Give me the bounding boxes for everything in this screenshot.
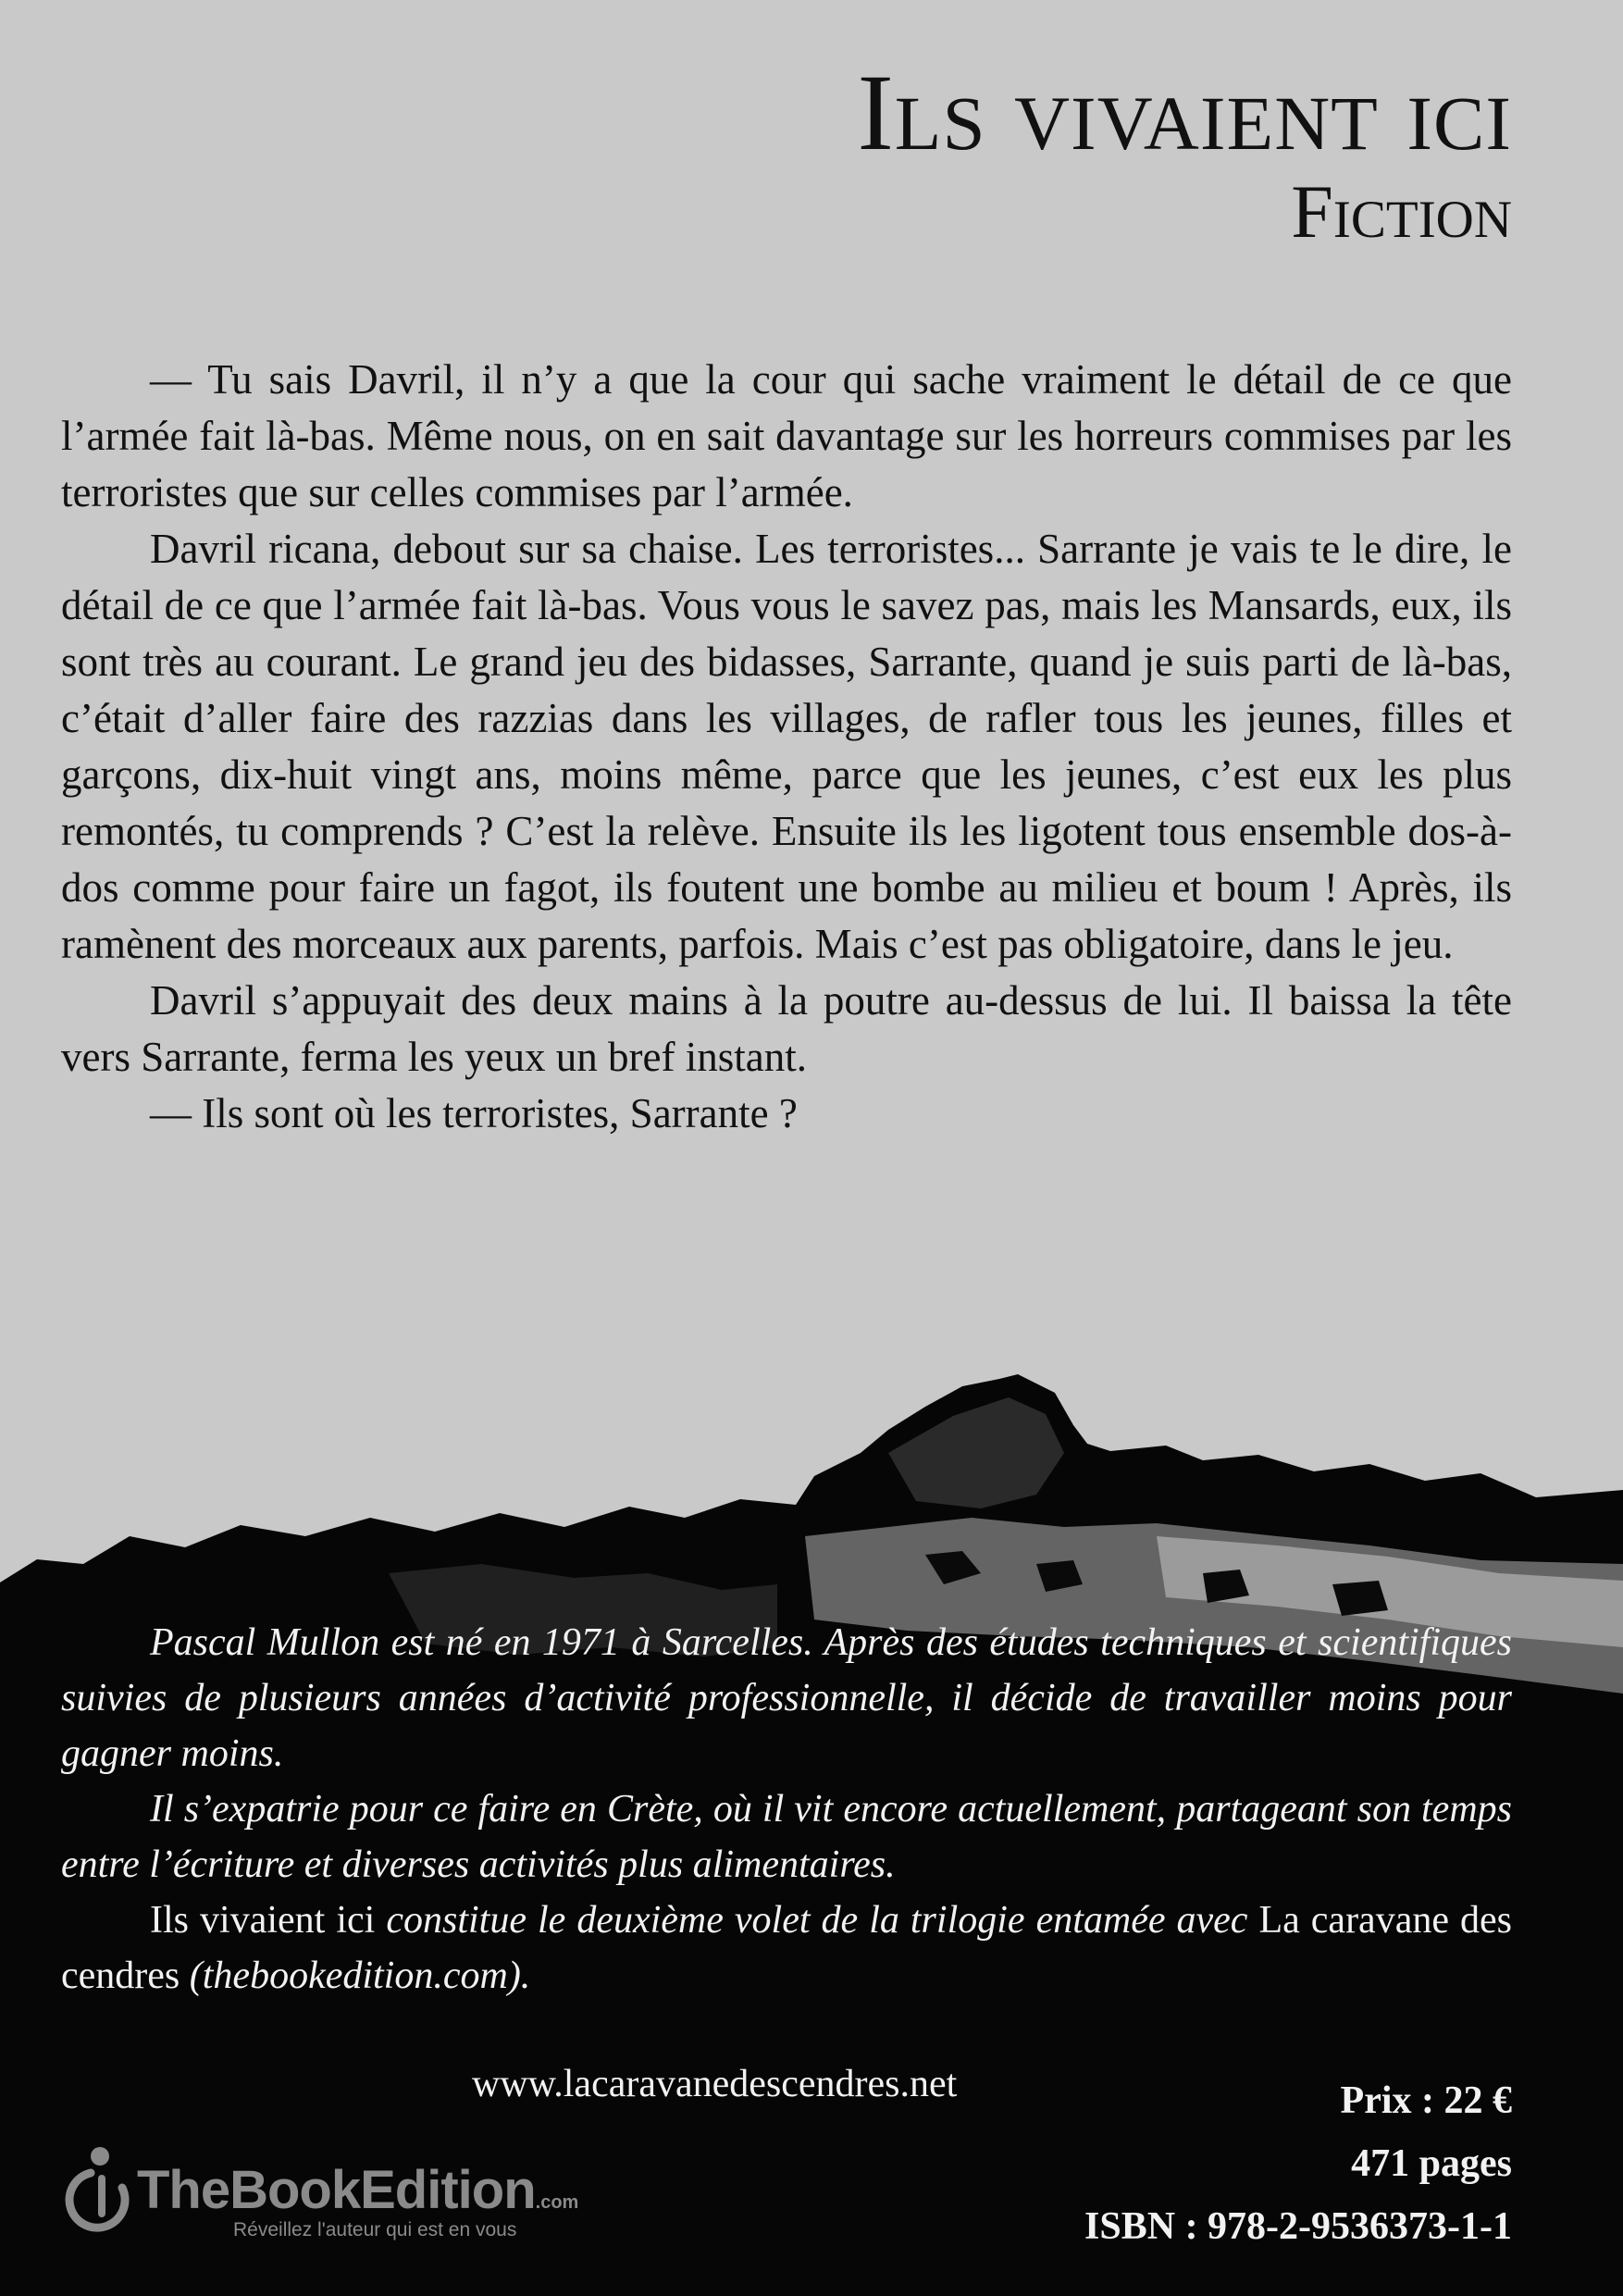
book-meta bbox=[1084, 2069, 1512, 2258]
previous-book-title: La caravane des cendres bbox=[61, 1899, 1512, 1997]
bio-paragraph: Pascal Mullon est né en 1971 à Sarcelles. Après des études techniques et scientifiques suivies de plusieurs années d’activité professionnelle, il décide de travailler moins pour gagner moins. bbox=[61, 1621, 1512, 1775]
page-count: 471 pages bbox=[1351, 2142, 1512, 2185]
excerpt-paragraph: Davril ricana, debout sur sa chaise. Les terroristes... Sarrante je vais te le dire, le détail de ce que l’armée fait là-bas. Vous vous le savez pas, mais les Mansards, eux, ils sont très au courant. Le grand jeu des bidasses, Sarrante, quand je suis parti de là-bas, c’était d’aller faire des razzias dans les villages, de rafler tous les jeunes, filles et garçons, dix-huit vingt ans, moins même, parce que les jeunes, c’est eux les plus remontés, tu comprends ? C’est la relève. Ensuite ils les ligotent tous ensemble dos-à-dos comme pour faire un fagot, ils foutent une bombe au milieu et boum ! Après, ils ramènent des morceaux aux parents, parfois. Mais c’est pas obligatoire, dans le jeu. bbox=[61, 526, 1512, 967]
publisher-emblem-icon bbox=[56, 2141, 139, 2234]
book-excerpt bbox=[61, 352, 1512, 1142]
price-label: Prix : 22 € bbox=[1340, 2079, 1512, 2122]
author-bio bbox=[61, 1615, 1512, 2004]
publisher-name: TheBookEdition.com bbox=[137, 2160, 579, 2220]
book-title: Ils vivaient ici bbox=[857, 52, 1512, 173]
excerpt-paragraph: — Ils sont où les terroristes, Sarrante ? bbox=[150, 1090, 798, 1136]
book-genre: Fiction bbox=[1291, 168, 1512, 254]
excerpt-paragraph: Davril s’appuyait des deux mains à la poutre au-dessus de lui. Il baissa la tête vers Sarrante, ferma les yeux un bref instant. bbox=[61, 977, 1512, 1080]
excerpt-paragraph: — Tu sais Davril, il n’y a que la cour qui sache vraiment le détail de ce que l’armée fait là-bas. Même nous, on en sait davantage sur les horreurs commises par les terroristes que sur celles commises par l’armée. bbox=[61, 356, 1512, 515]
title-block bbox=[857, 52, 1512, 254]
book-title-mention: Ils vivaient ici bbox=[150, 1899, 376, 1942]
isbn: ISBN : 978-2-9536373-1-1 bbox=[1084, 2205, 1512, 2248]
publisher-logo bbox=[56, 2138, 611, 2249]
author-website-link[interactable]: www.lacaravanedescendres.net bbox=[472, 2063, 958, 2105]
bio-paragraph: Ils vivaient ici constitue le deuxième volet de la trilogie entamée avec La caravane des cendres (thebookedition.com). bbox=[61, 1899, 1512, 1997]
bio-paragraph: Il s’expatrie pour ce faire en Crète, où il vit encore actuellement, partageant son temps entre l’écriture et diverses activités plus alimentaires. bbox=[61, 1788, 1512, 1886]
publisher-tagline: Réveillez l'auteur qui est en vous bbox=[233, 2219, 517, 2240]
